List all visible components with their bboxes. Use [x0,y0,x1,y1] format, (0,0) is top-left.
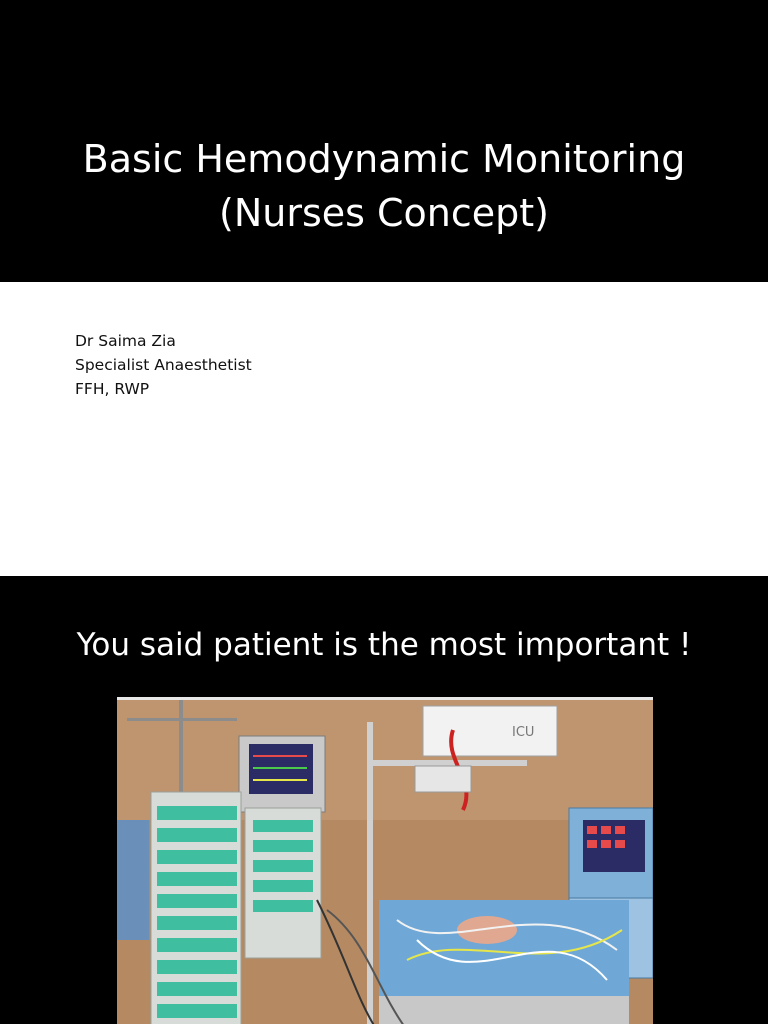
slide-1-body [0,282,768,576]
author-title: Specialist Anaesthetist [75,356,252,374]
author-block [75,329,252,401]
icu-label: ICU [512,725,535,740]
radiant-warmer-head [423,706,557,756]
slide-1-title-band [0,0,768,282]
icu-photo [117,697,653,1024]
patient-bed [379,900,629,1024]
slide-2 [0,576,768,1024]
slide-2-title: You said patient is the most important ! [76,627,692,663]
slide-1-title: Basic Hemodynamic Monitoring (Nurses Concept) [82,137,686,235]
infusion-pump-stack [151,792,241,1024]
vital-signs-monitor [239,736,325,812]
author-affiliation: FFH, RWP [75,380,150,398]
infusion-pump-stack-2 [245,808,321,958]
author-name: Dr Saima Zia [75,332,176,350]
icu-photo-illustration [117,700,653,1024]
